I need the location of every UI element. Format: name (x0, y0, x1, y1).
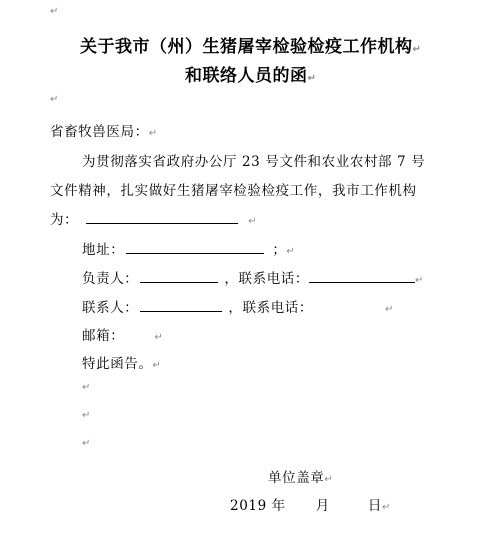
contact-label: 联系人： (82, 300, 139, 316)
paragraph-mark: ↵ (148, 128, 158, 139)
contact-line (82, 296, 394, 316)
address-label: 地址： (82, 242, 125, 258)
responsible-phone-blank[interactable] (309, 268, 415, 283)
title-text-1: 关于我市（州）生猪屠宰检验检疫工作机构 (80, 37, 413, 57)
paragraph-mark: ↵ (415, 275, 424, 286)
organization-blank[interactable] (86, 209, 238, 224)
contact-phone-label: ，联系电话： (228, 300, 314, 316)
responsible-blank[interactable] (140, 268, 218, 283)
address-blank[interactable] (126, 239, 264, 254)
paragraph-mark: ↵ (82, 410, 91, 421)
contact-blank[interactable] (140, 297, 222, 312)
paragraph-mark: ↵ (82, 382, 91, 393)
date-year: 2019 年 (230, 498, 286, 514)
paragraph-mark: ↵ (50, 94, 59, 105)
paragraph-mark: ↵ (286, 246, 296, 257)
paragraph-mark: ↵ (381, 502, 391, 513)
email-line (82, 324, 163, 344)
document-title-line2 (185, 61, 316, 86)
responsible-label: 负责人： (82, 271, 139, 287)
paragraph-mark: ↵ (152, 360, 162, 371)
paragraph-mark: ↵ (154, 332, 164, 343)
body-line-1-text: 为贯彻落实省政府办公厅 23 号文件和农业农村部 7 号 (82, 154, 426, 170)
paragraph-mark: ↵ (50, 6, 59, 17)
paragraph-mark: ↵ (82, 438, 91, 449)
addressee (50, 120, 158, 140)
address-end: ； (272, 242, 287, 258)
email-label: 邮箱： (82, 328, 125, 344)
closing-text: 特此函告。 (82, 356, 153, 372)
responsible-phone-label: ，联系电话： (224, 271, 310, 287)
paragraph-mark: ↵ (412, 44, 422, 55)
closing-line (82, 352, 161, 372)
paragraph-mark: ↵ (307, 73, 317, 84)
paragraph-mark: ↵ (248, 216, 258, 227)
date-month: 月 (315, 498, 330, 514)
date-day: 日 (367, 498, 382, 514)
address-line (82, 238, 295, 258)
body-line-1 (82, 150, 425, 170)
seal-line (268, 466, 333, 486)
body-line-2 (50, 179, 417, 199)
seal-label: 单位盖章 (268, 470, 325, 486)
title-text-2: 和联络人员的函 (185, 66, 308, 86)
body-line-2-text: 文件精神，扎实做好生猪屠宰检验检疫工作，我市工作机构 (50, 183, 417, 199)
body-line-3 (50, 208, 257, 228)
addressee-text: 省畜牧兽医局： (50, 124, 149, 140)
responsible-line (82, 267, 424, 287)
paragraph-mark: ↵ (324, 474, 334, 485)
document-title-line1 (80, 32, 421, 57)
date-line (230, 494, 391, 514)
body-line-3-label: 为： (50, 212, 79, 228)
paragraph-mark: ↵ (385, 304, 394, 315)
